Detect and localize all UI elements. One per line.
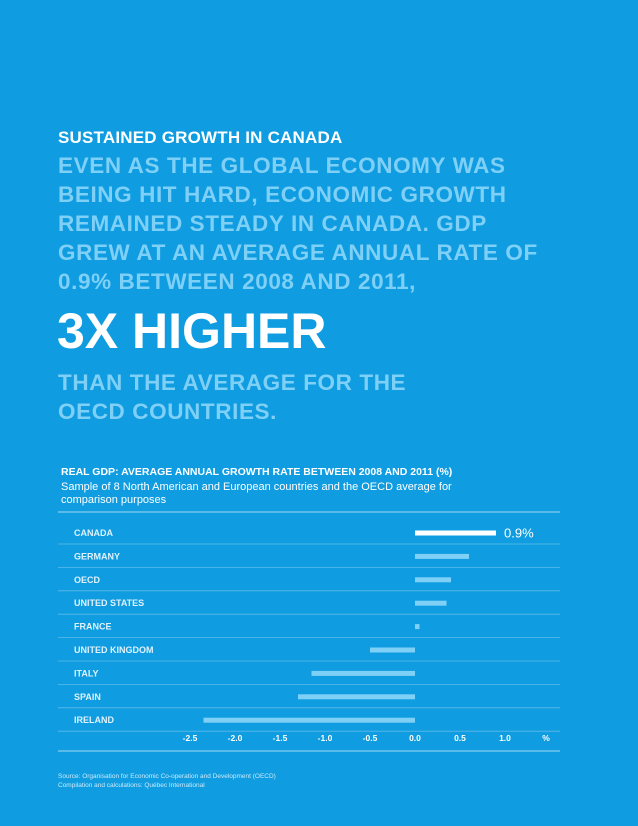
category-label: FRANCE bbox=[74, 621, 112, 632]
bar-germany bbox=[415, 554, 469, 559]
x-tick-label: 0.5 bbox=[454, 733, 466, 743]
category-label: SPAIN bbox=[74, 691, 101, 702]
bar-united-kingdom bbox=[370, 648, 415, 653]
bar-oecd bbox=[415, 577, 451, 582]
bar-value-label: 0.9% bbox=[504, 525, 534, 541]
x-tick-label: -0.5 bbox=[362, 733, 378, 743]
x-tick-label: -1.0 bbox=[317, 733, 333, 743]
x-tick-label: -2.0 bbox=[227, 733, 243, 743]
category-label: GERMANY bbox=[74, 551, 121, 562]
x-tick-label: 1.0 bbox=[499, 733, 511, 743]
bar-italy bbox=[312, 671, 416, 676]
category-label: UNITED KINGDOM bbox=[74, 645, 154, 655]
category-label: IRELAND bbox=[74, 715, 114, 726]
source-note bbox=[58, 772, 358, 790]
sub-headline: THAN THE AVERAGE FOR THE OECD COUNTRIES. bbox=[58, 370, 407, 424]
bar-united-states bbox=[415, 601, 447, 606]
big-statement: 3X HIGHER bbox=[57, 303, 327, 359]
x-unit-label: % bbox=[542, 733, 550, 743]
chart-subtitle: Sample of 8 North American and European countries and the OECD average for comparison purposes bbox=[61, 481, 452, 506]
x-tick-label: -1.5 bbox=[272, 733, 288, 743]
compilation-line: Compilation and calculations: Québec International bbox=[58, 782, 205, 789]
category-label: OECD bbox=[74, 574, 101, 585]
bar-ireland bbox=[204, 718, 416, 723]
bar-france bbox=[415, 624, 420, 629]
source-line: Source: Organisation for Economic Co-operation and Development (OECD) bbox=[58, 773, 276, 780]
section-kicker: SUSTAINED GROWTH IN CANADA bbox=[58, 128, 343, 147]
bar-canada bbox=[415, 531, 496, 536]
bar-spain bbox=[298, 694, 415, 699]
category-label: UNITED STATES bbox=[74, 598, 145, 609]
category-label: CANADA bbox=[74, 528, 113, 538]
x-tick-label: 0.0 bbox=[409, 733, 421, 743]
headline: EVEN AS THE GLOBAL ECONOMY WAS BEING HIT HARD, ECONOMIC GROWTH REMAINED STEADY IN CANADA. GDP GREW AT AN AVERAGE ANNUAL RATE OF 0.9% BETWEEN 2008 AND 2011, bbox=[58, 153, 538, 294]
category-label: ITALY bbox=[74, 668, 99, 679]
x-tick-label: -2.5 bbox=[182, 733, 198, 743]
chart-title: REAL GDP: AVERAGE ANNUAL GROWTH RATE BETWEEN 2008 AND 2011 (%) bbox=[61, 466, 453, 478]
